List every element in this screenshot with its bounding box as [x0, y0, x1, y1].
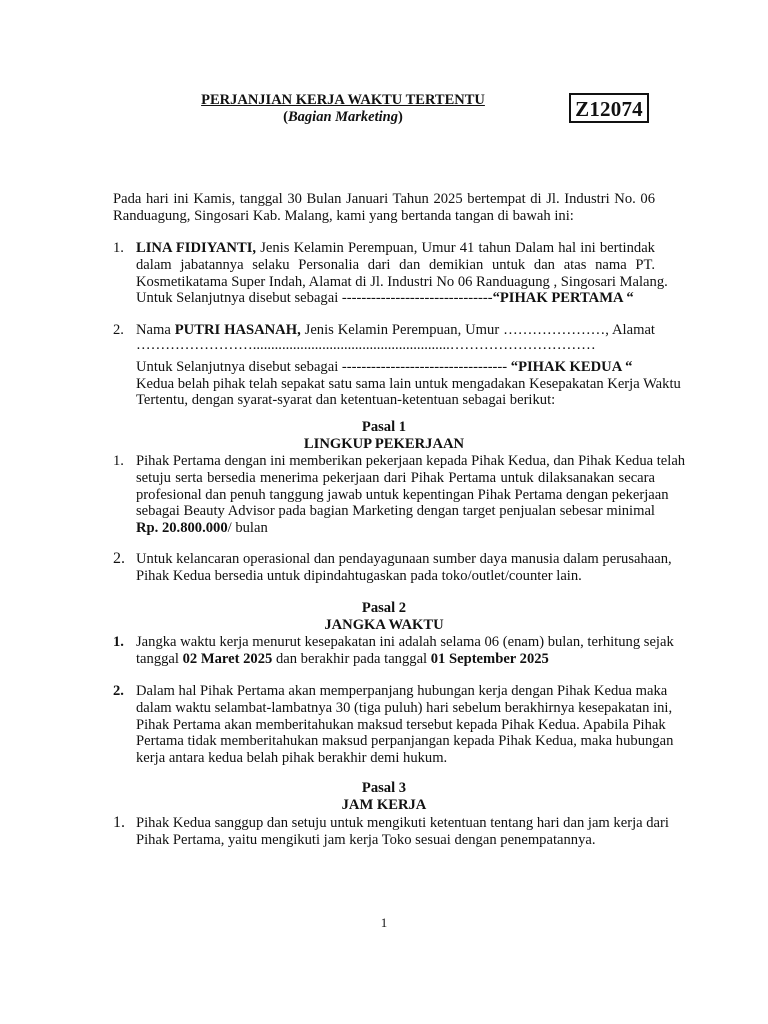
party-first-role-line: Untuk Selanjutnya disebut sebagai -------------------------------“PIHAK PERTAMA “ [136, 290, 634, 307]
document-title: PERJANJIAN KERJA WAKTU TERTENTU [201, 92, 485, 108]
party-second-name: PUTRI HASANAH, [174, 322, 301, 338]
pasal-number: Pasal 3 [361, 780, 407, 796]
clause-line: Rp. 20.800.000/ bulan [136, 520, 268, 537]
list-number: 2. [113, 322, 124, 338]
party-second-role: “PIHAK KEDUA “ [510, 358, 633, 375]
pasal-title: JANGKA WAKTU [324, 616, 444, 633]
clause-line: Pihak Kedua sanggup dan setuju untuk mengikuti ketentuan tentang hari dan jam kerja dari [136, 815, 669, 831]
intro-line: Randuagung, Singosari Kab. Malang, kami yang bertanda tangan di bawah ini: [113, 207, 574, 224]
clause-line: Untuk kelancaran operasional dan pendayagunaan sumber daya manusia dalam perusahaan, [136, 551, 672, 567]
pasal-number: Pasal 1 [361, 419, 407, 435]
party-second-line: Nama PUTRI HASANAH, Jenis Kelamin Perempuan, Umur …………………, Alamat [136, 322, 655, 338]
intro-paragraph [113, 191, 655, 225]
clause-line: dalam waktu selambat-lambatnya 30 (tiga puluh) hari sebelum berakhirnya kesepakatan ini, [136, 699, 673, 716]
party-first-line: LINA FIDIYANTI, Jenis Kelamin Perempuan, Umur 41 tahun Dalam hal ini bertindak [136, 240, 655, 256]
document-subtitle: Bagian Marketing [288, 109, 398, 125]
clause-line: Pihak Pertama akan memberitahukan maksud tersebut kepada Pihak Kedua. Apabila Pihak [136, 716, 666, 733]
clause-line: Jangka waktu kerja menurut kesepakatan ini adalah selama 06 (enam) bulan, terhitung sejak [136, 634, 674, 650]
clause-line: Pihak Pertama dengan ini memberikan pekerjaan kepada Pihak Kedua, dan Pihak Kedua telah [136, 453, 686, 469]
party-second-line: Tertentu, dengan syarat-syarat dan ketentuan-ketentuan sebagai berikut: [136, 392, 556, 409]
target-amount: Rp. 20.800.000 [136, 520, 228, 537]
party-first-role: “PIHAK PERTAMA “ [492, 290, 634, 307]
clause-line: Pihak Kedua bersedia untuk dipindahtugaskan pada toko/outlet/counter lain. [136, 567, 582, 584]
document-id-box: Z12074 [569, 93, 649, 123]
page-number: 1 [380, 915, 388, 930]
clause-line: tanggal 02 Maret 2025 dan berakhir pada tanggal 01 September 2025 [136, 650, 549, 667]
start-date: 02 Maret 2025 [182, 650, 273, 667]
clause-line: Pertama tidak memberitahukan maksud perpanjangan kepada Pihak Kedua, maka hubungan [136, 733, 674, 750]
pasal-2-heading [113, 600, 655, 634]
clause-line: setuju serta bersedia menerima pekerjaan dari Pihak Pertama untuk dilaksanakan secara [136, 469, 655, 486]
party-first-line: Kosmetikatama Super Indah, Alamat di Jl. Industri No 06 Randuagung , Singosari Malang. [136, 273, 668, 290]
party-second-line: Kedua belah pihak telah sepakat satu sama lain untuk mengadakan Kesepakatan Kerja Waktu [136, 375, 681, 392]
pasal-title: LINGKUP PEKERJAAN [303, 435, 465, 452]
party-first-name: LINA FIDIYANTI, [136, 240, 257, 256]
party-second-address-line: ……………………......................................................………………………… [136, 336, 596, 353]
pasal-number: Pasal 2 [361, 600, 407, 616]
list-number: 1. [113, 453, 124, 469]
clause-line: Dalam hal Pihak Pertama akan memperpanjang hubungan kerja dengan Pihak Kedua maka [136, 683, 668, 699]
list-number: 2. [113, 683, 124, 699]
document-title-block [180, 92, 506, 126]
clause-line: Pihak Pertama, yaitu mengikuti jam kerja Toko sesuai dengan penempatannya. [136, 831, 596, 848]
clause-line: kerja antara kedua belah pihak berakhir demi hukum. [136, 750, 448, 767]
list-number: 1. [113, 814, 125, 831]
party-second-role-line: Untuk Selanjutnya disebut sebagai ---------------------------------- “PIHAK KEDUA “ [136, 358, 633, 375]
subtitle-close: ) [397, 109, 403, 125]
party-first-line: dalam jabatannya selaku Personalia dari dan demikian untuk dan atas nama PT. [136, 256, 655, 273]
clause-line: profesional dan penuh tanggung jawab untuk kepentingan Pihak Pertama dengan pekerjaan [136, 486, 669, 503]
list-number: 2. [113, 550, 125, 567]
list-number: 1. [113, 240, 124, 256]
pasal-1-heading [113, 419, 655, 453]
intro-line: Pada hari ini Kamis, tanggal 30 Bulan Januari Tahun 2025 bertempat di Jl. Industri No. 06 [113, 191, 655, 207]
subtitle-open: ( [283, 109, 288, 125]
end-date: 01 September 2025 [430, 650, 549, 667]
pasal-title: JAM KERJA [341, 796, 427, 813]
pasal-3-heading [113, 780, 655, 814]
list-number: 1. [113, 634, 124, 650]
clause-line: sebagai Beauty Advisor pada bagian Marketing dengan target penjualan sebesar minimal [136, 503, 655, 520]
